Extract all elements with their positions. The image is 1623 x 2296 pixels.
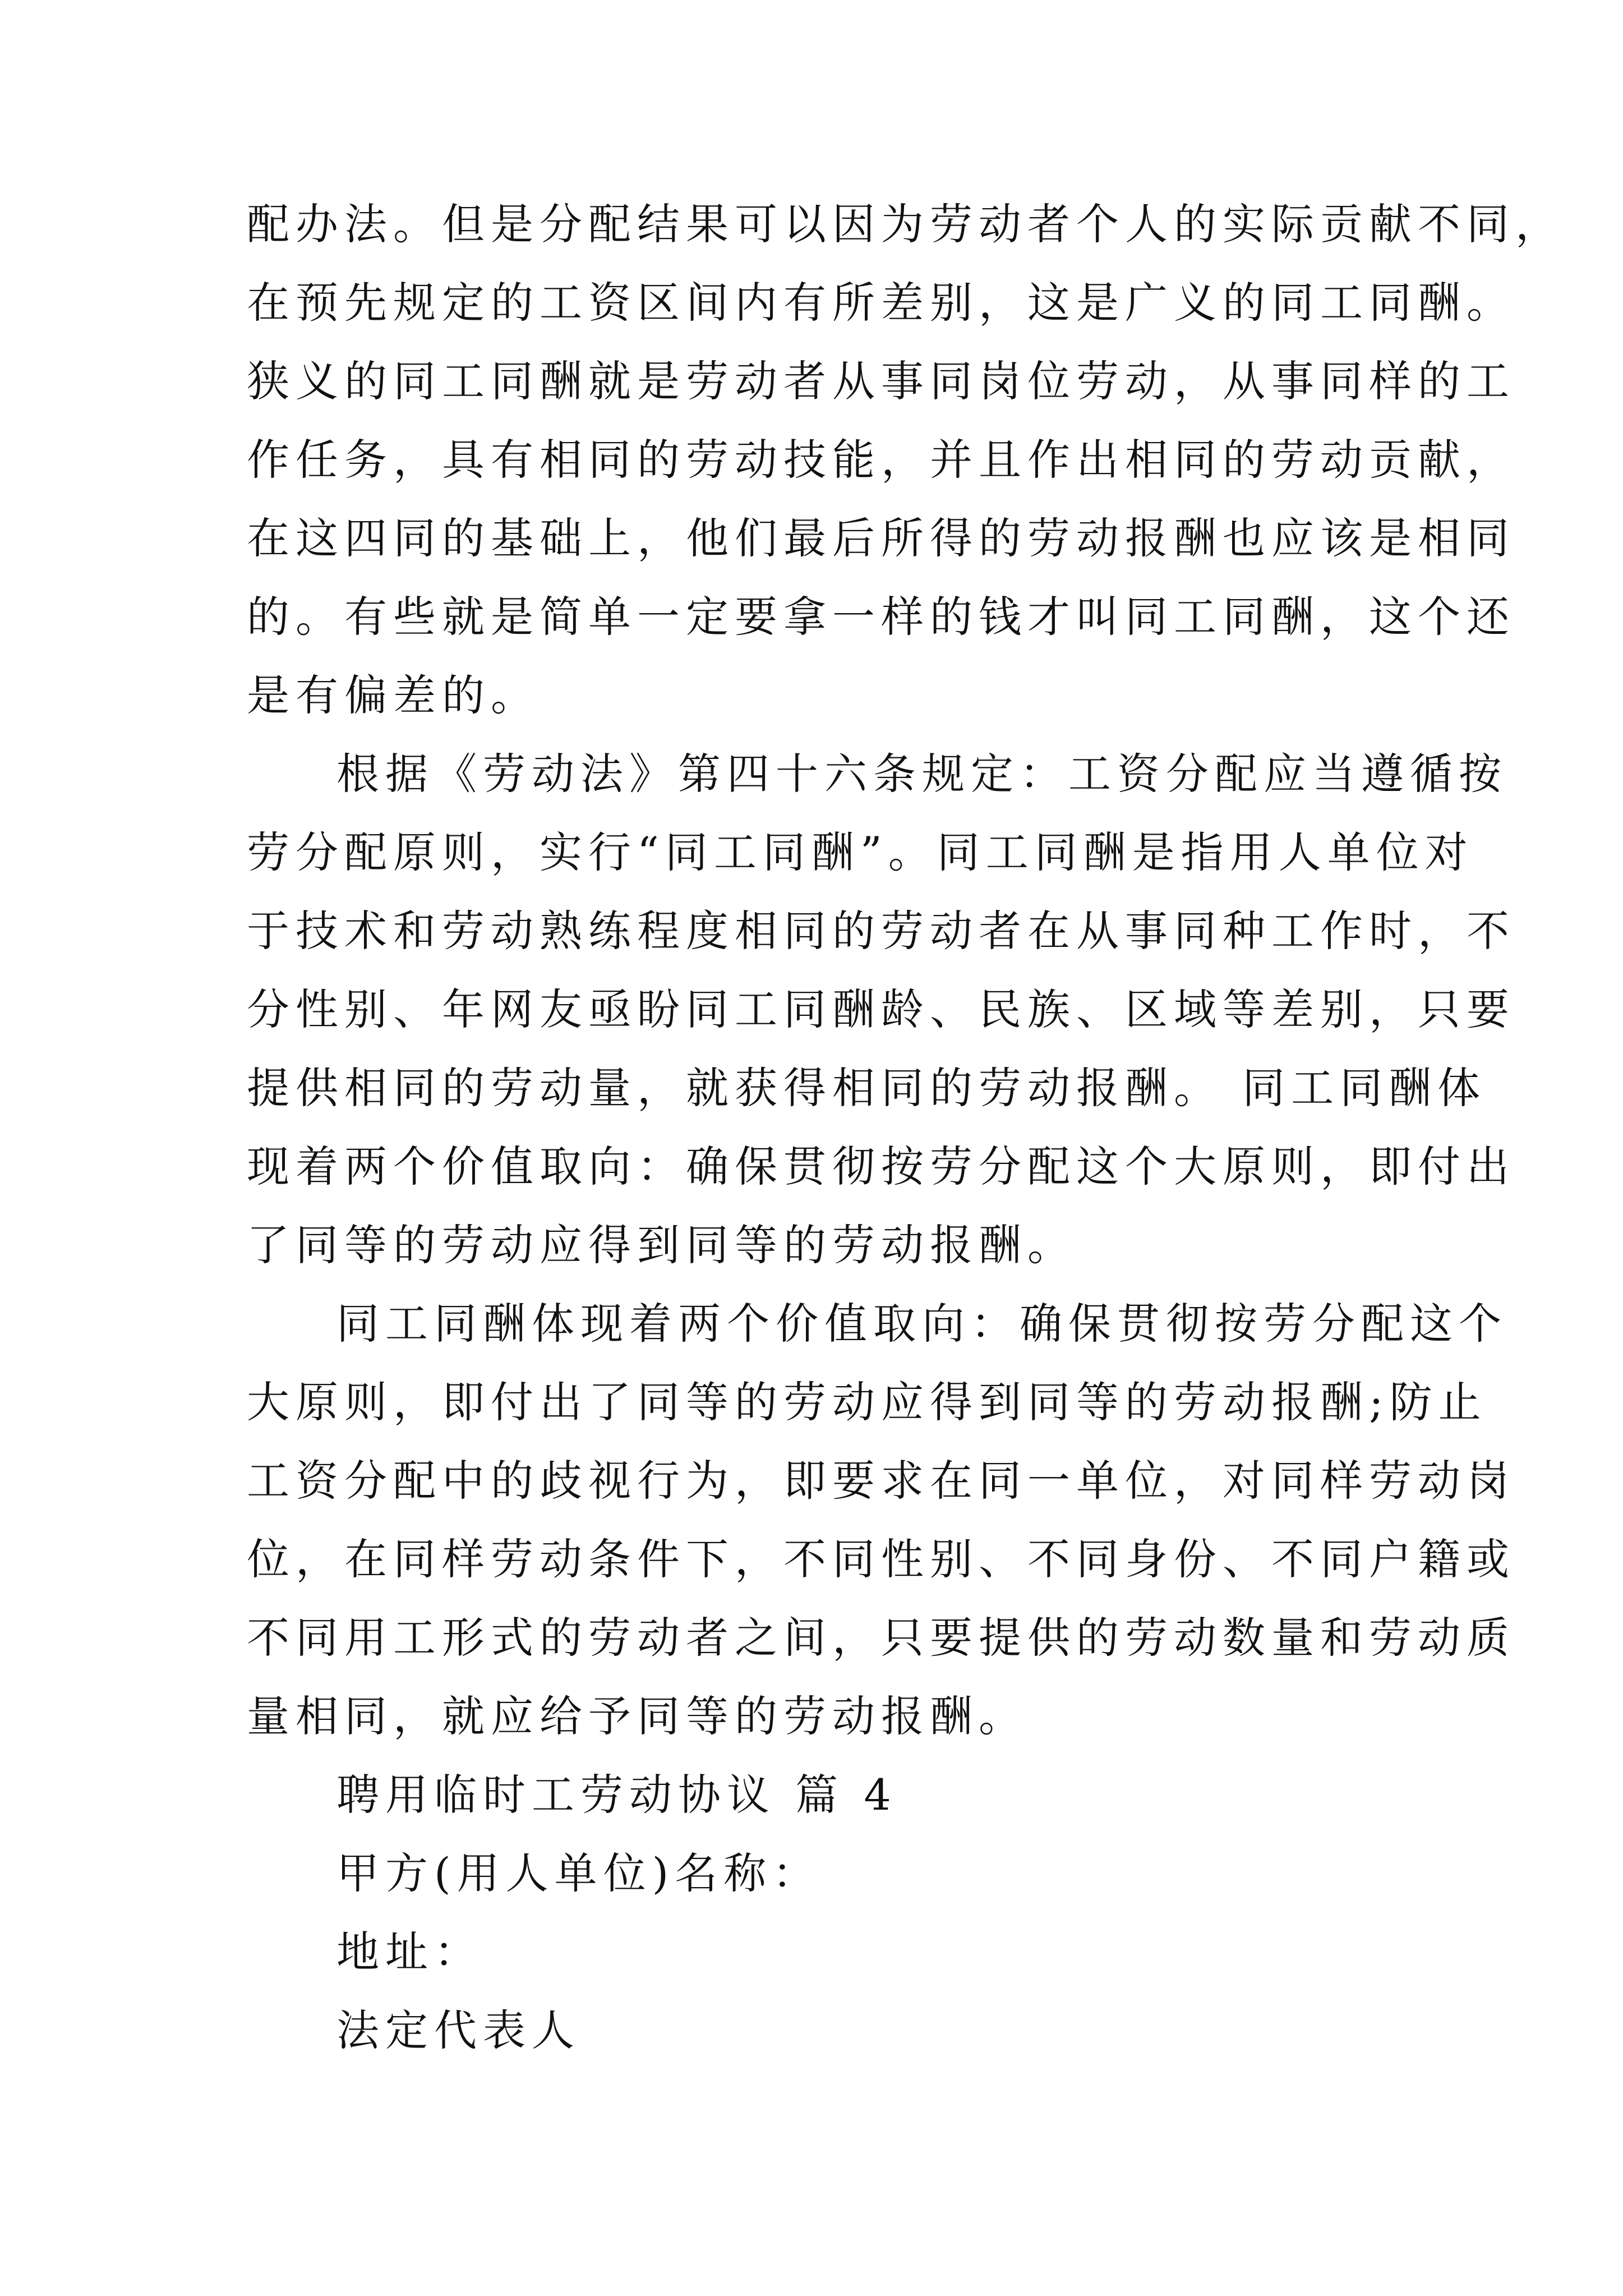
legal-representative-field: 法定代表人 [336,2005,580,2055]
text-line: 于技术和劳动熟练程度相同的劳动者在从事同种工作时，不 [247,906,1515,956]
text-line: 在预先规定的工资区间内有所差别，这是广义的同工同酬。 [247,278,1515,328]
text-line: 位，在同样劳动条件下，不同性别、不同身份、不同户籍或 [247,1534,1515,1584]
text-line: 狭义的同工同酬就是劳动者从事同岗位劳动，从事同样的工 [247,356,1515,406]
section-heading: 聘用临时工劳动协议 篇 4 [336,1770,897,1820]
address-field: 地址： [336,1927,483,1977]
text-line: 是有偏差的。 [247,670,540,720]
text-line: 工资分配中的歧视行为，即要求在同一单位，对同样劳动岗 [247,1456,1515,1506]
paragraph-start-line: 同工同酬体现着两个价值取向：确保贯彻按劳分配这个 [336,1299,1507,1349]
text-line: 提供相同的劳动量，就获得相同的劳动报酬。 同工同酬体 [247,1063,1487,1113]
text-line: 的。有些就是简单一定要拿一样的钱才叫同工同酬，这个还 [247,592,1515,642]
text-line: 量相同，就应给予同等的劳动报酬。 [247,1691,1027,1741]
text-line: 劳分配原则，实行“同工同酬”。同工同酬是指用人单位对 [247,827,1474,877]
party-a-name-field: 甲方(用人单位)名称： [336,1848,822,1898]
paragraph-start-line: 根据《劳动法》第四十六条规定：工资分配应当遵循按 [336,749,1507,799]
text-line: 在这四同的基础上，他们最后所得的劳动报酬也应该是相同 [247,513,1515,563]
text-line: 现着两个价值取向：确保贯彻按劳分配这个大原则，即付出 [247,1142,1515,1191]
text-line: 大原则，即付出了同等的劳动应得到同等的劳动报酬;防止 [247,1377,1487,1427]
text-line: 配办法。但是分配结果可以因为劳动者个人的实际贡献不同， [247,199,1564,249]
text-line: 不同用工形式的劳动者之间，只要提供的劳动数量和劳动质 [247,1613,1515,1663]
text-line: 作任务，具有相同的劳动技能，并且作出相同的劳动贡献， [247,435,1515,485]
document-body [247,185,1564,2070]
text-line: 分性别、年网友亟盼同工同酬龄、民族、区域等差别，只要 [247,984,1515,1034]
text-line: 了同等的劳动应得到同等的劳动报酬。 [247,1220,1076,1270]
